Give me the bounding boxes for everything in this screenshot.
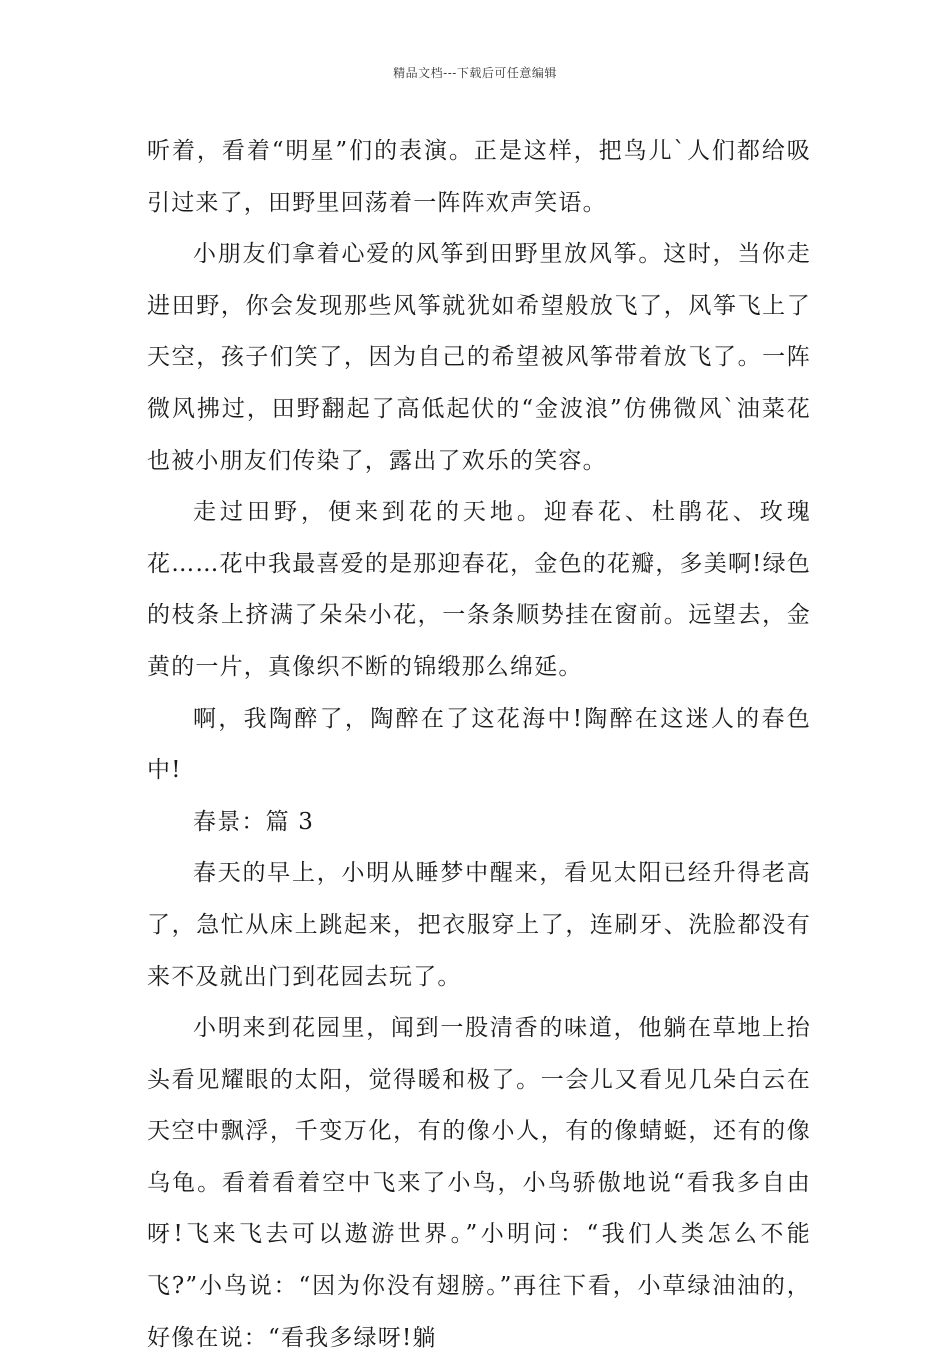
document-body xyxy=(147,126,811,1364)
paragraph-6: 小明来到花园里，闻到一股清香的味道，他躺在草地上抬头看见耀眼的太阳，觉得暖和极了。一会儿又看见几朵白云在天空中飘浮，千变万化，有的像小人，有的像蜻蜓，还有的像乌龟。看着看着空中飞来了小鸟，小鸟骄傲地说“看我多自由呀!飞来飞去可以遨游世界。”小明问：“我们人类怎么不能飞?”小鸟说：“因为你没有翅膀。”再往下看，小草绿油油的，好像在说：“看我多绿呀!躺 xyxy=(147,1015,811,1351)
paragraph-1: 听着，看着“明星”们的表演。正是这样，把鸟儿`人们都给吸引过来了，田野里回荡着一阵阵欢声笑语。 xyxy=(147,138,811,216)
paragraph-4: 啊，我陶醉了，陶醉在了这花海中!陶醉在这迷人的春色中! xyxy=(147,705,811,784)
paragraph-2: 小朋友们拿着心爱的风筝到田野里放风筝。这时，当你走进田野，你会发现那些风筝就犹如希望般放飞了，风筝飞上了天空，孩子们笑了，因为自己的希望被风筝带着放飞了。一阵微风拂过，田野翻起了高低起伏的“金波浪”仿佛微风`油菜花也被小朋友们传染了，露出了欢乐的笑容。 xyxy=(147,241,811,474)
section-heading: 春景：篇 3 xyxy=(193,808,315,835)
paragraph-5: 春天的早上，小明从睡梦中醒来，看见太阳已经升得老高了，急忙从床上跳起来，把衣服穿上了，连刷牙、洗脸都没有来不及就出门到花园去玩了。 xyxy=(147,860,811,990)
page-header: 精品文档---下载后可任意编辑 xyxy=(393,66,557,80)
paragraph-3: 走过田野，便来到花的天地。迎春花、杜鹃花、玫瑰花……花中我最喜爱的是那迎春花，金色的花瓣，多美啊!绿色的枝条上挤满了朵朵小花，一条条顺势挂在窗前。远望去，金黄的一片，真像织不断的锦缎那么绵延。 xyxy=(147,499,811,680)
